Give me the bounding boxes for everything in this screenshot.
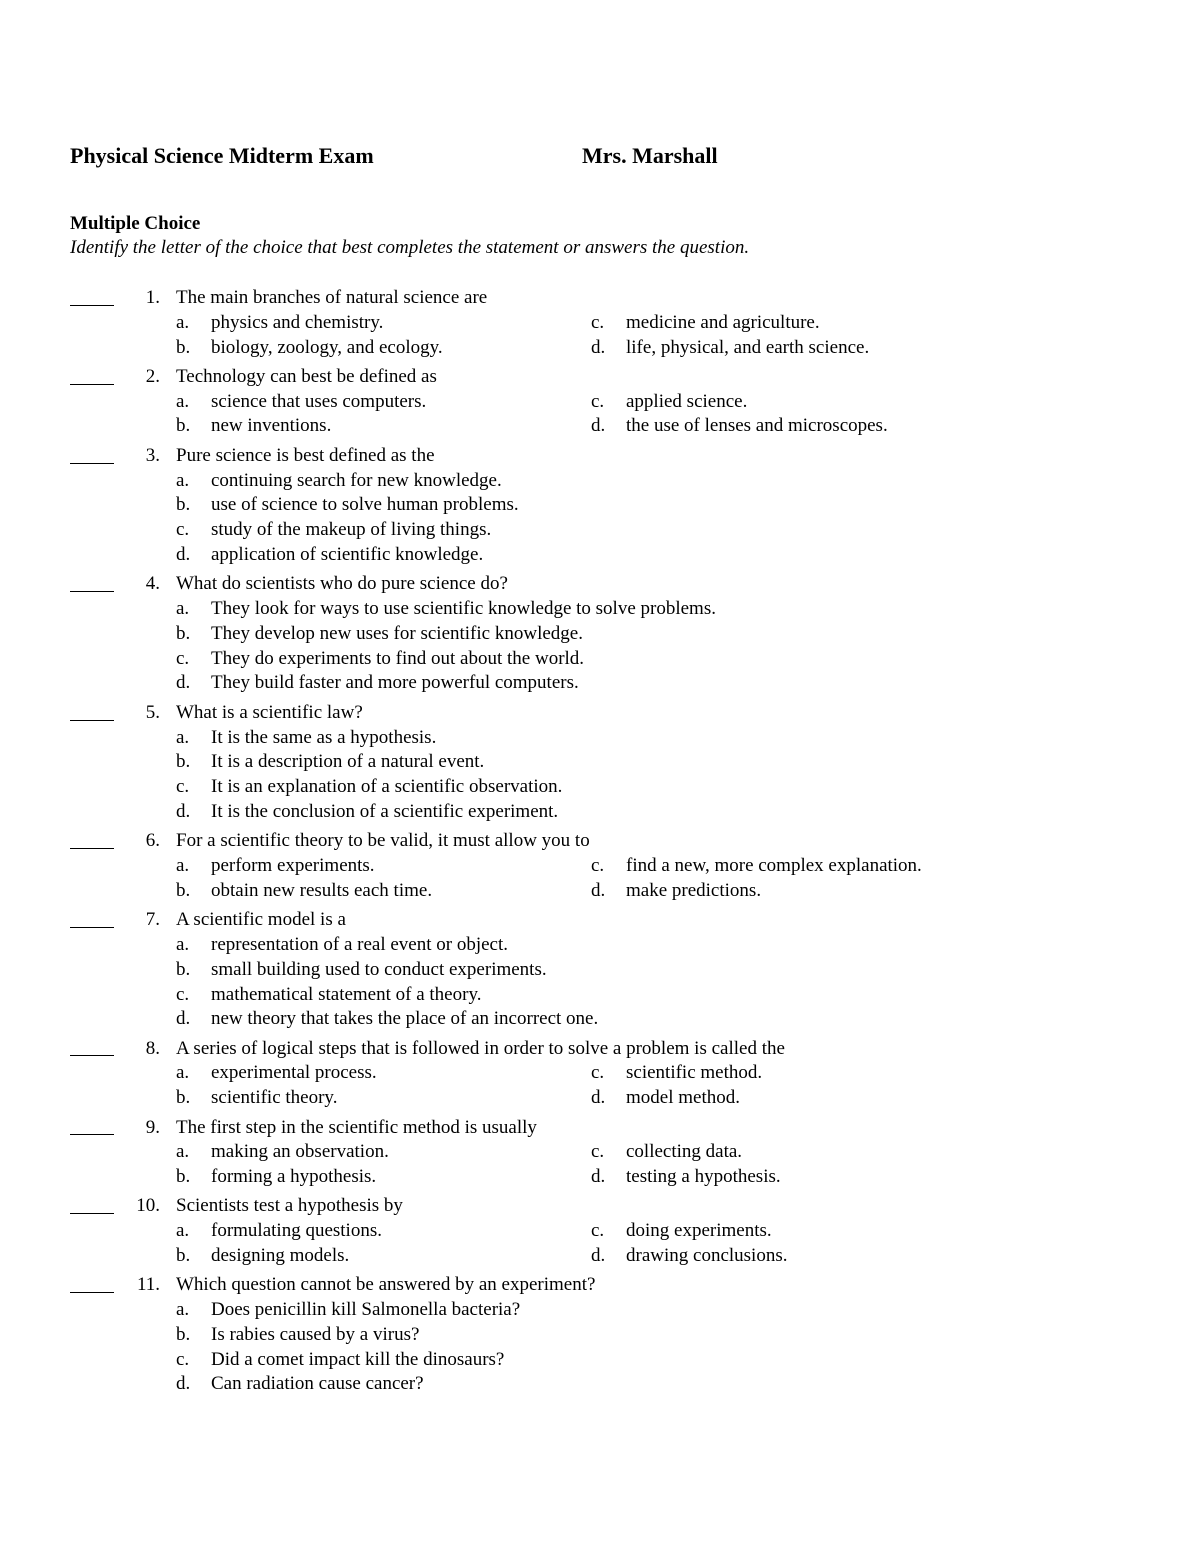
option-letter: d. [591, 336, 606, 358]
option-text: It is a description of a natural event. [211, 751, 485, 773]
question-text: What is a scientific law? [176, 701, 363, 723]
question-text: Technology can best be defined as [176, 365, 437, 387]
question-text: The main branches of natural science are [176, 287, 488, 308]
option-letter: b. [176, 1087, 191, 1109]
option-text: scientific method. [626, 1062, 763, 1084]
option-row [0, 597, 1200, 622]
option-row [0, 958, 1200, 983]
option-letter: b. [176, 622, 191, 644]
teacher-name: Mrs. Marshall [582, 143, 718, 168]
option-text: application of scientific knowledge. [211, 543, 484, 565]
option-text: science that uses computers. [211, 390, 427, 412]
question-text: Which question cannot be answered by an experiment? [176, 1274, 596, 1296]
question-number: 8. [145, 1037, 160, 1059]
question-line [0, 829, 1200, 854]
option-text: biology, zoology, and ecology. [211, 336, 443, 358]
option-letter: b. [176, 879, 191, 901]
option-letter: c. [176, 647, 190, 669]
question-text: A scientific model is a [176, 909, 346, 931]
answer-blank[interactable] [70, 908, 114, 933]
question-item [0, 365, 1200, 444]
question-line [0, 701, 1200, 726]
option-text: making an observation. [211, 1141, 389, 1163]
option-text: the use of lenses and microscopes. [626, 415, 888, 437]
option-letter: c. [176, 519, 190, 541]
option-text: applied science. [626, 390, 748, 412]
option-letter: d. [591, 879, 606, 901]
question-line [0, 365, 1200, 390]
question-line [0, 1194, 1200, 1219]
option-row [0, 493, 1200, 518]
option-text: Is rabies caused by a virus? [211, 1323, 420, 1345]
option-letter: d. [591, 1244, 606, 1266]
option-row [0, 622, 1200, 647]
question-line [0, 1037, 1200, 1062]
option-letter: b. [176, 336, 191, 358]
section-instructions: Identify the letter of the choice that best completes the statement or answers the question. [70, 237, 750, 258]
option-text: Did a comet impact kill the dinosaurs? [211, 1348, 505, 1370]
option-row [0, 414, 1200, 439]
question-item [0, 1037, 1200, 1116]
answer-blank[interactable] [70, 829, 114, 854]
answer-blank[interactable] [70, 701, 114, 726]
option-row [0, 647, 1200, 672]
option-text: life, physical, and earth science. [626, 336, 870, 358]
option-letter: d. [176, 1008, 191, 1030]
option-letter: c. [591, 1062, 605, 1084]
option-text: drawing conclusions. [626, 1244, 788, 1266]
option-row [0, 1165, 1200, 1190]
option-text: representation of a real event or object. [211, 933, 508, 955]
option-letter: a. [176, 726, 190, 748]
question-number: 4. [145, 573, 160, 595]
option-text: scientific theory. [211, 1087, 338, 1109]
option-letter: c. [591, 311, 605, 333]
answer-blank[interactable] [70, 1194, 114, 1219]
option-text: continuing search for new knowledge. [211, 469, 502, 491]
answer-blank[interactable] [70, 572, 114, 597]
option-text: new theory that takes the place of an incorrect one. [211, 1008, 599, 1030]
option-letter: a. [176, 1220, 190, 1242]
option-text: They develop new uses for scientific knowledge. [211, 622, 583, 644]
option-row [0, 518, 1200, 543]
option-letter: c. [176, 776, 190, 798]
option-letter: c. [591, 1141, 605, 1163]
option-letter: b. [176, 751, 191, 773]
option-letter: d. [176, 543, 191, 565]
option-letter: a. [176, 311, 190, 333]
option-row [0, 390, 1200, 415]
option-letter: c. [176, 983, 190, 1005]
question-item [0, 444, 1200, 572]
question-line [0, 444, 1200, 469]
question-number: 9. [145, 1116, 160, 1138]
question-number: 11. [136, 1274, 160, 1296]
question-line [0, 286, 1200, 311]
question-number: 5. [145, 701, 160, 723]
option-row [0, 1061, 1200, 1086]
answer-blank[interactable] [70, 444, 114, 469]
option-letter: d. [591, 1166, 606, 1188]
answer-blank[interactable] [70, 365, 114, 390]
option-letter: d. [591, 1087, 606, 1109]
option-letter: b. [176, 958, 191, 980]
option-row [0, 1372, 1200, 1397]
option-row [0, 879, 1200, 904]
option-text: physics and chemistry. [211, 311, 384, 333]
option-letter: b. [176, 494, 191, 516]
option-text: use of science to solve human problems. [211, 494, 519, 516]
question-text: Scientists test a hypothesis by [176, 1195, 403, 1217]
option-letter: c. [591, 390, 605, 412]
option-text: They build faster and more powerful computers. [211, 672, 579, 694]
option-row [0, 750, 1200, 775]
option-text: testing a hypothesis. [626, 1166, 781, 1188]
question-number: 10. [136, 1195, 160, 1217]
option-text: It is the conclusion of a scientific experiment. [211, 800, 559, 822]
option-text: study of the makeup of living things. [211, 519, 492, 541]
option-row [0, 726, 1200, 751]
option-letter: c. [591, 855, 605, 877]
option-letter: b. [176, 415, 191, 437]
option-text: new inventions. [211, 415, 332, 437]
option-row [0, 1244, 1200, 1269]
option-letter: a. [176, 598, 190, 620]
question-number: 1. [145, 287, 160, 308]
question-item [0, 1116, 1200, 1195]
option-letter: a. [176, 1299, 190, 1321]
option-row [0, 543, 1200, 568]
option-letter: d. [176, 1373, 191, 1395]
question-line [0, 1116, 1200, 1141]
option-text: It is an explanation of a scientific observation. [211, 776, 563, 798]
option-letter: b. [176, 1323, 191, 1345]
option-text: Can radiation cause cancer? [211, 1373, 424, 1395]
option-text: collecting data. [626, 1141, 743, 1163]
option-letter: a. [176, 933, 190, 955]
option-row [0, 775, 1200, 800]
question-item [0, 572, 1200, 700]
question-text: What do scientists who do pure science do? [176, 573, 508, 595]
option-text: doing experiments. [626, 1220, 772, 1242]
option-letter: c. [176, 1348, 190, 1370]
question-line [0, 1273, 1200, 1298]
option-text: small building used to conduct experiments. [211, 958, 547, 980]
question-text: A series of logical steps that is followed in order to solve a problem is called the [176, 1037, 785, 1059]
option-text: medicine and agriculture. [626, 311, 820, 333]
option-row [0, 469, 1200, 494]
option-row [0, 1007, 1200, 1032]
question-item [0, 1194, 1200, 1273]
option-text: experimental process. [211, 1062, 377, 1084]
option-letter: a. [176, 1141, 190, 1163]
option-row [0, 983, 1200, 1008]
question-list [0, 286, 1200, 1402]
answer-blank[interactable] [70, 286, 114, 311]
option-text: It is the same as a hypothesis. [211, 726, 437, 748]
answer-blank[interactable] [70, 1116, 114, 1141]
option-letter: b. [176, 1166, 191, 1188]
option-letter: a. [176, 469, 190, 491]
question-text: For a scientific theory to be valid, it must allow you to [176, 830, 590, 852]
option-letter: d. [176, 672, 191, 694]
answer-blank[interactable] [70, 1273, 114, 1298]
option-letter: a. [176, 855, 190, 877]
option-text: obtain new results each time. [211, 879, 433, 901]
question-item [0, 829, 1200, 908]
option-text: mathematical statement of a theory. [211, 983, 482, 1005]
option-text: find a new, more complex explanation. [626, 855, 922, 877]
option-letter: b. [176, 1244, 191, 1266]
question-number: 3. [145, 444, 160, 466]
question-item [0, 286, 1200, 365]
answer-blank[interactable] [70, 1037, 114, 1062]
option-row [0, 1323, 1200, 1348]
option-row [0, 1219, 1200, 1244]
question-text: Pure science is best defined as the [176, 444, 435, 466]
exam-title: Physical Science Midterm Exam [70, 143, 374, 168]
option-text: model method. [626, 1087, 740, 1109]
section-title: Multiple Choice [70, 213, 201, 234]
option-row [0, 1140, 1200, 1165]
option-letter: a. [176, 1062, 190, 1084]
question-line [0, 572, 1200, 597]
option-row [0, 1348, 1200, 1373]
question-item [0, 1273, 1200, 1401]
option-row [0, 671, 1200, 696]
option-text: They look for ways to use scientific knowledge to solve problems. [211, 598, 716, 620]
option-row [0, 933, 1200, 958]
option-letter: a. [176, 390, 190, 412]
option-row [0, 1086, 1200, 1111]
question-number: 6. [145, 830, 160, 852]
option-letter: d. [176, 800, 191, 822]
option-text: Does penicillin kill Salmonella bacteria? [211, 1299, 521, 1321]
option-text: designing models. [211, 1244, 350, 1266]
option-row [0, 311, 1200, 336]
option-row [0, 336, 1200, 361]
question-number: 2. [145, 365, 160, 387]
option-row [0, 800, 1200, 825]
question-item [0, 908, 1200, 1036]
option-row [0, 854, 1200, 879]
option-text: They do experiments to find out about the world. [211, 647, 585, 669]
option-row [0, 1298, 1200, 1323]
question-text: The first step in the scientific method is usually [176, 1116, 537, 1138]
option-letter: c. [591, 1220, 605, 1242]
option-text: forming a hypothesis. [211, 1166, 377, 1188]
question-line [0, 908, 1200, 933]
question-number: 7. [145, 909, 160, 931]
option-text: make predictions. [626, 879, 762, 901]
option-text: perform experiments. [211, 855, 375, 877]
option-text: formulating questions. [211, 1220, 382, 1242]
option-letter: d. [591, 415, 606, 437]
question-item [0, 701, 1200, 829]
